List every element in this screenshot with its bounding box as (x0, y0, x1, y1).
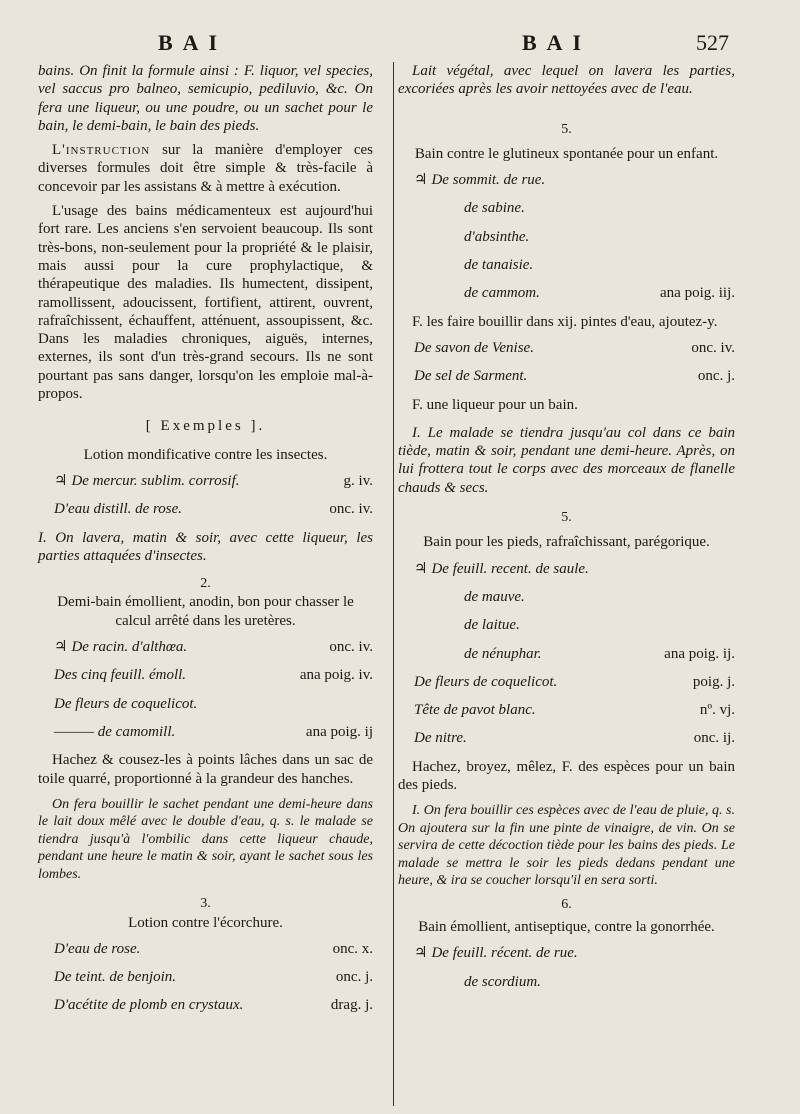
recipe-title: Lotion contre l'écorchure. (128, 914, 283, 931)
ingredient-name: de nénuphar. (464, 645, 542, 662)
running-header-left: BAI (158, 30, 228, 55)
recipe-number: 6. (561, 896, 572, 912)
ingredient-name: de scordium. (464, 973, 541, 990)
recipe-ingredient-row (398, 171, 735, 189)
recipe-direction: F. les faire bouillir dans xij. pintes d'eau, ajoutez-y. (412, 313, 718, 330)
ingredient-name: de mauve. (464, 588, 525, 605)
ingredient-quantity: poig. j. (692, 673, 735, 690)
recipe-ingredient-row (398, 588, 735, 606)
ingredient-quantity: onc. j. (335, 969, 373, 986)
ingredient-name: De teint. de benjoin. (54, 969, 177, 986)
ingredient-name: Tête de pavot blanc. (414, 702, 536, 719)
paragraph-instruction (38, 141, 373, 196)
recipe-direction: Hachez, broyez, mêlez, F. des espèces pour un bain des pieds. (398, 758, 735, 794)
recipe-ingredient-row (398, 256, 735, 274)
recipe-title: Bain pour les pieds, rafraîchissant, parégorique. (423, 534, 710, 551)
recipe-ingredient-row (398, 645, 735, 663)
ingredient-name: D'eau distill. de rose. (54, 501, 183, 518)
recipe-list (38, 940, 373, 1015)
lead-word: L'instruction (52, 142, 151, 159)
recipe-ingredient-row (398, 701, 735, 719)
ingredient-name: ♃ De racin. d'althœa. (54, 639, 188, 656)
paragraph-usage: L'usage des bains médicamenteux est aujourd'hui fort rare. Les anciens s'en servoient beaucoup. Ils sont très-bons, non-seulement pour la propriété & le plaisir, mais aussi pour la cure prophylactique, & thérapeutique des maladies. Ils humectent, dissipent, ramollissent, adoucissent, fortifient, attirent, ouvrent, rafraîchissent, échauffent, atténuent, assoupissent, &c. Dans les maladies chroniques, aiguës, internes, externes, ils sont d'un très-grand secours. Ils ne sont pourtant pas sans danger, lorsqu'on les emploie mal-à-propos. (38, 203, 373, 403)
recipe-number: 5. (561, 510, 572, 526)
recipe-ingredient-row (398, 973, 735, 991)
recipe-list (38, 638, 373, 741)
ingredient-name: ♃ De feuill. récent. de rue. (414, 945, 578, 962)
ingredient-quantity: onc. iv. (329, 501, 373, 518)
ingredient-name: De nitre. (414, 730, 467, 747)
recipe-ingredient-row (38, 695, 373, 713)
recipe-ingredient-row (398, 944, 735, 962)
ingredient-quantity: drag. j. (330, 997, 373, 1014)
recipe-symbol-icon: ♃ (414, 172, 428, 189)
ingredient-quantity: ana poig. ij. (664, 645, 735, 662)
recipe-ingredient-row (38, 723, 373, 741)
recipe-title: Bain contre le glutineux spontanée pour un enfant. (414, 145, 719, 162)
recipe-number: 5. (561, 121, 572, 137)
ingredient-quantity: ana poig. ij (305, 723, 373, 740)
recipe-instruction: I. On lavera, matin & soir, avec cette liqueur, les parties attaquées d'insectes. (38, 529, 373, 564)
ingredient-name: de cammom. (464, 285, 540, 302)
recipe-ingredient-row (38, 666, 373, 684)
recipe-ingredient-row (38, 500, 373, 518)
recipe-ingredient-row (398, 616, 735, 634)
recipe-ingredient-row (398, 284, 735, 302)
page-number: 527 (696, 30, 729, 55)
recipe-ingredient-row (398, 339, 735, 357)
recipe-ingredient-row (38, 940, 373, 958)
ingredient-quantity: g. iv. (343, 472, 373, 489)
recipe-symbol-icon: ♃ (414, 560, 428, 577)
recipe-ingredient-row (398, 729, 735, 747)
recipe-list (398, 560, 735, 663)
recipe-symbol-icon: ♃ (54, 639, 68, 656)
column-divider (393, 62, 394, 1106)
recipe-ingredient-row (38, 996, 373, 1014)
ingredient-quantity: ana poig. iij. (660, 285, 735, 302)
recipe-number: 2. (200, 576, 211, 592)
recipe-ingredient-row (398, 560, 735, 578)
ingredient-name: ♃ De mercur. sublim. corrosif. (54, 472, 240, 489)
recipe-list (398, 171, 735, 302)
left-column (38, 62, 373, 1025)
recipe-list (38, 472, 373, 519)
recipe-title: Lotion mondificative contre les insectes. (83, 446, 328, 463)
ingredient-name: De fleurs de coquelicot. (54, 695, 198, 712)
ingredient-name: d'absinthe. (464, 228, 530, 245)
recipe-ingredient-row (38, 472, 373, 490)
ingredient-quantity: onc. x. (332, 940, 373, 957)
ingredient-name: ——— de camomill. (54, 723, 176, 740)
recipe-direction: Hachez & cousez-les à points lâches dans un sac de toile quarré, proportionné à la grandeur des hanches. (38, 752, 373, 787)
ingredient-quantity: onc. j. (697, 368, 735, 385)
running-header-right: BAI (522, 30, 592, 55)
recipe-ingredient-row (398, 673, 735, 691)
recipe-instruction: I. On fera bouillir ces espèces avec de l'eau de pluie, q. s. On ajoutera sur la fin une pinte de vinaigre, de vin. On se servira de cette décoction tiède pour les bains des pieds. Le malade se mettra le soir les pieds dedans pendant une heure, & ira se coucher lorsqu'il en sera sorti. (398, 803, 735, 889)
recipe-ingredient-row (398, 228, 735, 246)
ingredient-name: Des cinq feuill. émoll. (54, 667, 187, 684)
recipe-list (398, 339, 735, 386)
recipe-instruction: I. Le malade se tiendra jusqu'au col dans ce bain tiède, matin & soir, pendant une demi-heure. Après, on lui frottera tout le corps avec des morceaux de flanelle chauds & secs. (398, 424, 735, 496)
paragraph-formula: bains. On finit la formule ainsi : F. liquor, vel species, vel saccus pro balneo, semicupio, pediluvio, &c. On fera une liqueur, ou une poudre, ou un sachet pour le bain, le demi-bain, le bain des pieds. (38, 63, 373, 134)
ingredient-name: de tanaisie. (464, 257, 534, 274)
paragraph-lait: Lait végétal, avec lequel on lavera les parties, excoriées après les avoir nettoyées avec de l'eau. (398, 63, 735, 98)
recipe-ingredient-row (398, 367, 735, 385)
recipe-number: 3. (200, 896, 211, 912)
ingredient-name: De savon de Venise. (414, 339, 534, 356)
recipe-instruction: On fera bouillir le sachet pendant une demi-heure dans le lait doux mêlé avec le double d'eau, q. s. le malade se tiendra jusqu'à l'ombilic dans cette liqueur chaude, pendant une heure le matin & soir, ayant le sachet sous les lombes. (38, 796, 373, 882)
ingredient-quantity: onc. ij. (693, 730, 735, 747)
ingredient-quantity: onc. iv. (329, 639, 373, 656)
ingredient-name: ♃ De sommit. de rue. (414, 172, 546, 189)
ingredient-name: de laitue. (464, 617, 520, 634)
ingredient-quantity: nº. vj. (699, 702, 735, 719)
recipe-ingredient-row (38, 968, 373, 986)
ingredient-name: D'eau de rose. (54, 940, 141, 957)
recipe-title: Bain émollient, antiseptique, contre la gonorrhée. (418, 919, 715, 936)
ingredient-name: ♃ De feuill. recent. de saule. (414, 560, 589, 577)
recipe-symbol-icon: ♃ (414, 945, 428, 962)
recipe-list (398, 673, 735, 748)
right-column (398, 62, 735, 1001)
recipe-symbol-icon: ♃ (54, 472, 68, 489)
ingredient-name: de sabine. (464, 200, 525, 217)
ingredient-quantity: onc. iv. (691, 339, 735, 356)
recipe-direction: F. une liqueur pour un bain. (412, 396, 578, 413)
ingredient-name: De sel de Sarment. (414, 368, 528, 385)
recipe-ingredient-row (38, 638, 373, 656)
recipe-ingredient-row (398, 199, 735, 217)
recipe-list (398, 944, 735, 991)
ingredient-name: D'acétite de plomb en crystaux. (54, 997, 244, 1014)
ingredient-quantity: ana poig. iv. (299, 667, 373, 684)
examples-heading: [ Exemples ]. (145, 418, 266, 435)
recipe-title: Demi-bain émollient, anodin, bon pour chasser le calcul arrêté dans les uretères. (57, 594, 354, 629)
ingredient-name: De fleurs de coquelicot. (414, 673, 558, 690)
paragraph-instruction-text: sur la manière d'employer ces diverses formules doit être simple & très-facile à concevoir par les assistans & à mettre à exécution. (38, 142, 373, 195)
